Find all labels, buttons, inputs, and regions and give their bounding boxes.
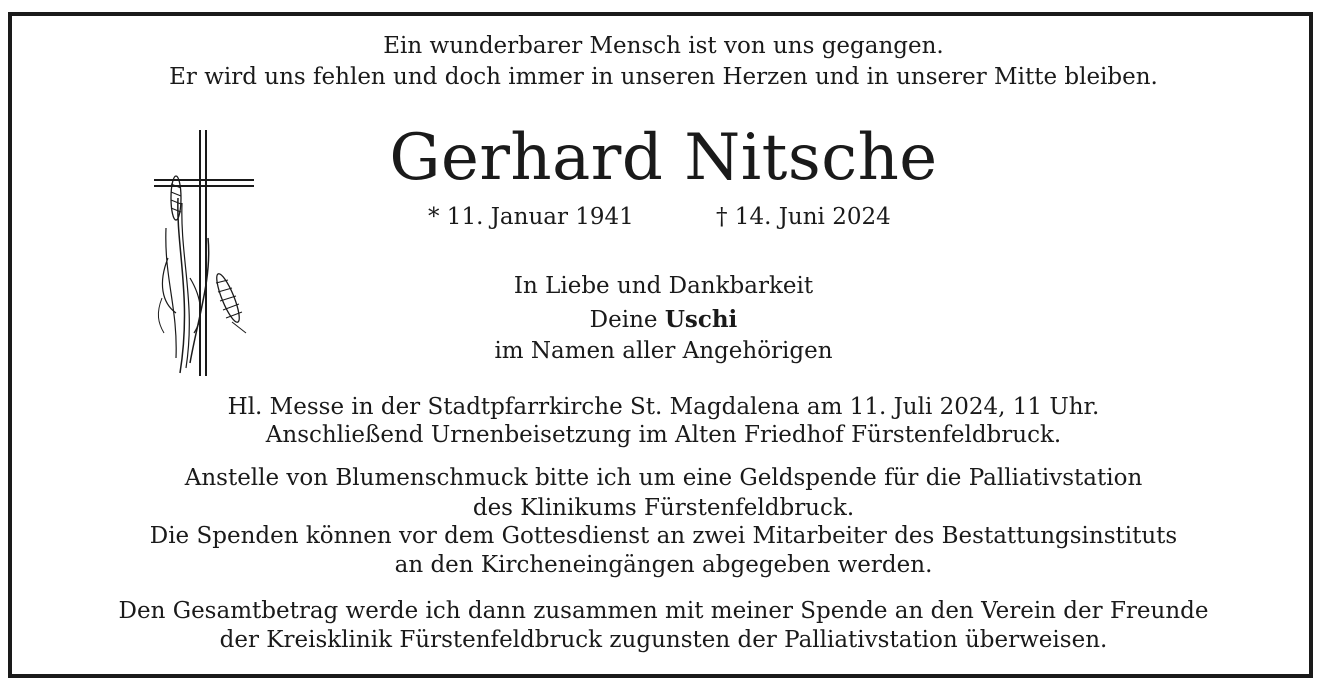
intro-line-1: Ein wunderbarer Mensch ist von uns gegangen. <box>383 33 944 59</box>
donation-line-2: des Klinikums Fürstenfeldbruck. <box>472 495 855 521</box>
donation-line-3: Die Spenden können vor dem Gottesdienst an zwei Mitarbeiter des Bestattungsinstituts <box>149 523 1178 549</box>
donation-line-4: an den Kircheneingängen abgegeben werden. <box>394 552 933 578</box>
deceased-name: Gerhard Nitsche <box>389 121 938 195</box>
birth-date: * 11. Januar 1941 <box>428 204 634 230</box>
death-date: † 14. Juni 2024 <box>716 204 891 230</box>
signature-line-3: im Namen aller Angehörigen <box>494 338 833 364</box>
intro-line-2: Er wird uns fehlen und doch immer in unseren Herzen und in unserer Mitte bleiben. <box>169 64 1158 90</box>
signature-prefix: Deine <box>589 307 665 333</box>
service-line-1: Hl. Messe in der Stadtpfarrkirche St. Magdalena am 11. Juli 2024, 11 Uhr. <box>227 394 1100 420</box>
service-line-2: Anschließend Urnenbeisetzung im Alten Friedhof Fürstenfeldbruck. <box>265 422 1062 448</box>
signature-line-1: In Liebe und Dankbarkeit <box>513 273 814 299</box>
signature-name: Uschi <box>664 306 738 333</box>
closing-line-2: der Kreisklinik Fürstenfeldbruck zugunsten der Palliativstation überweisen. <box>219 627 1108 653</box>
closing-line-1: Den Gesamtbetrag werde ich dann zusammen mit meiner Spende an den Verein der Freunde <box>118 598 1209 624</box>
donation-line-1: Anstelle von Blumenschmuck bitte ich um eine Geldspende für die Palliativstation <box>184 465 1143 491</box>
signature-line-2 <box>0 305 1327 335</box>
